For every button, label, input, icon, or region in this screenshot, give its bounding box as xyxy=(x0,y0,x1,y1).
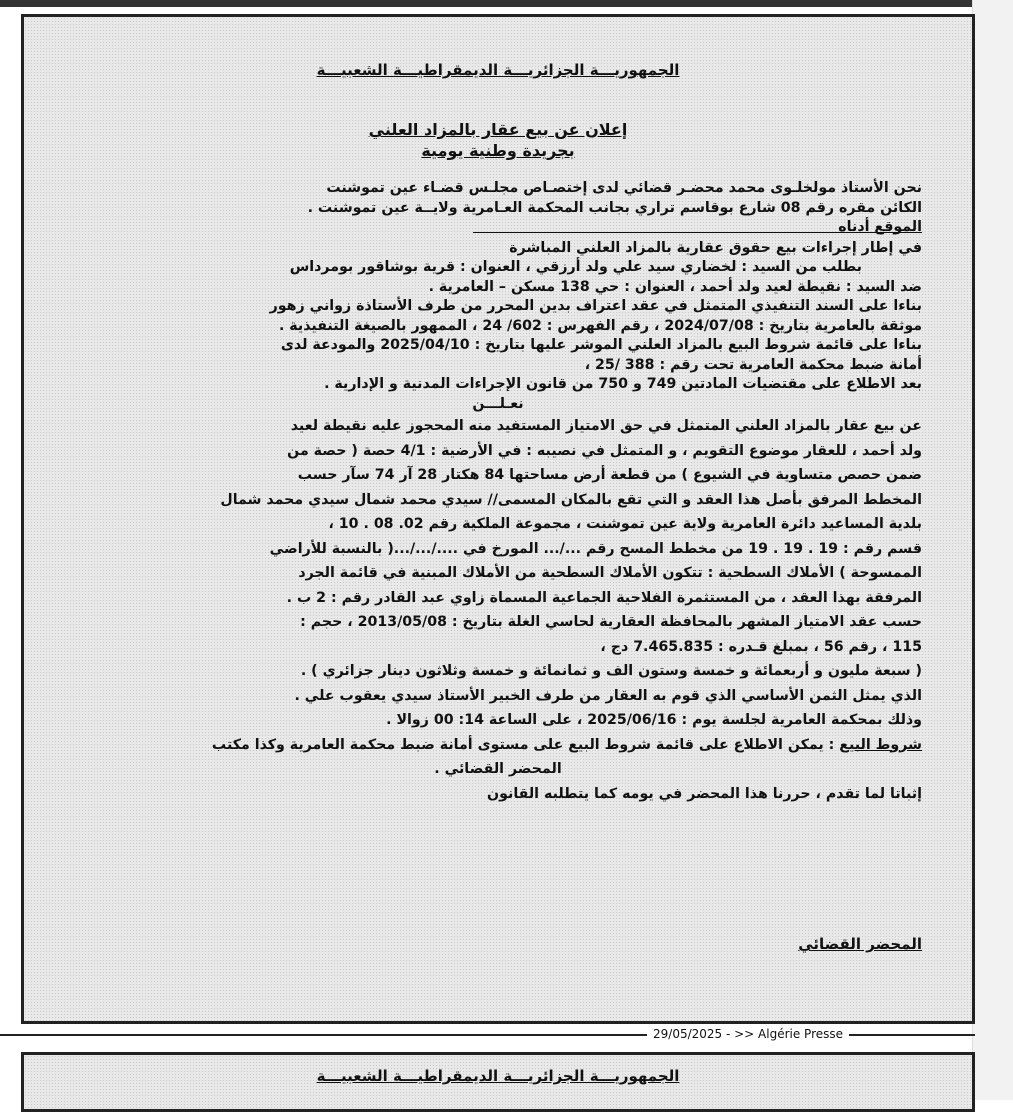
next-notice-header: الجمهوريـــة الجزائريـــة الديمقراطيـــة الشعبيـــة xyxy=(316,1067,680,1085)
notice-body xyxy=(74,179,922,806)
basis-line-4: أمانة ضبط محكمة العامرية تحت رقم : 388 /25 ، xyxy=(584,356,922,373)
sale-line-6: قسم رقم : 19 . 19 . 19 من مخطط المسح رقم .../... المورخ في ..../.../...( بالنسبة للأراضي xyxy=(269,540,922,557)
sale-line-11: ( سبعة مليون و أربعمائة و خمسة وستون الف و ثمانمائة و خمسة وثلاثون دينار جزائري ) . xyxy=(300,663,922,679)
auction-notice xyxy=(21,14,975,1024)
announce-heading: نعـلـــن xyxy=(472,395,524,412)
sale-line-7: الممسوحة ) الأملاك السطحية : تتكون الأملاك السطحية من الأملاك المبنية في قائمة الجرد xyxy=(298,565,922,581)
terms-line xyxy=(74,733,922,758)
sale-line-2: ولد أحمد ، للعقار موضوع التقويم ، و المتمثل في نصيبه : في الأرضية : 4/1 حصة ( حصة من xyxy=(287,442,922,459)
notice-subtitle: بجريدة وطنية يومية xyxy=(421,141,575,160)
adjacent-page-edge xyxy=(972,0,1013,1100)
plaintiff-line: بطلب من السيد : لخضاري سيد علي ولد أرزقي ، العنوان : قرية بوشاقور بومرداس xyxy=(289,259,862,275)
basis-line-1: بناءا على السند التنفيذي المتمثل في عقد اعتراف بدين المحرر من طرف الأستاذة زواني زهور xyxy=(269,298,922,314)
sale-line-1: عن بيع عقار بالمزاد العلني المتمثل في حق الامتياز المستفيد منه المحجوز عليه نقيطة لعيد xyxy=(290,418,922,434)
notice-title: إعلان عن بيع عقار بالمزاد العلني xyxy=(368,120,628,139)
intro-line-1: نحن الأستاذ مولخلـوى محمد محضـر قضائي لدى إختصـاص مجلـس قضـاء عين تموشنت xyxy=(326,180,922,196)
sale-line-8: المرفقة بهذا العقد ، من المستثمرة الفلاحية الجماعية المسماة زاوي عبد القادر رقم : 2 ب . xyxy=(286,589,922,606)
republic-header: الجمهوريـــة الجزائريـــة الديمقراطيـــة الشعبيـــة xyxy=(316,61,680,79)
sale-line-10: 115 ، رقم 56 ، بمبلغ قـدره : 7.465.835 دج ، xyxy=(600,638,922,655)
signature-label: المحضر القضائي xyxy=(798,935,922,953)
intro-line-2: الكائن مقره رقم 08 شارع بوقاسم تراري بجانب المحكمة العـامرية ولايــة عين تموشنت . xyxy=(307,199,922,216)
terms-text: : يمكن الاطلاع على قائمة شروط البيع على مستوى أمانة ضبط محكمة العامرية وكذا مكتب xyxy=(211,736,840,753)
terms-line-2: المحضر القضائي . xyxy=(434,761,562,777)
sale-line-9: حسب عقد الامتياز المشهر بالمحافظة العقارية لحاسي الغلة بتاريخ : 2013/05/08 ، حجم : xyxy=(300,614,922,630)
procedure-line: في إطار إجراءات بيع حقوق عقارية بالمزاد العلني المباشرة xyxy=(509,239,922,256)
sale-line-3: ضمن حصص متساوية في الشيوع ) من قطعة أرض مساحتها 84 هكتار 28 آر 74 سآر حسب xyxy=(297,467,922,483)
basis-line-2: موثقة بالعامرية بتاريخ : 2024/07/08 ، رقم الفهرس : 602/ 24 ، الممهور بالصيغة التنفيذية . xyxy=(278,317,922,334)
footer-source: 29/05/2025 - >> Algérie Presse xyxy=(647,1027,849,1041)
sale-line-4: المخطط المرفق بأصل هذا العقد و التي تقع بالمكان المسمى// سيدي محمد شمال سيدي محمد شمال xyxy=(220,491,922,508)
defendant-line: ضد السيد : نقيطة لعيد ولد أحمد ، العنوان : حي 138 مسكن – العامرية . xyxy=(428,278,922,295)
intro-line-3: الموقع أدناه xyxy=(838,219,922,235)
basis-line-3: بناءا على قائمة شروط البيع بالمزاد العلني الموشر عليها بتاريخ : 2025/04/10 والمودعة لدى xyxy=(280,337,922,353)
terms-label: شروط البيع xyxy=(839,736,922,753)
closing-line: إثباتا لما تقدم ، حررنا هذا المحضر في يومه كما يتطلبه القانون xyxy=(486,785,922,802)
sale-line-12: الذي يمثل الثمن الأساسي الذي قوم به العقار من طرف الخبير الأستاذ سيدي يعقوب علي . xyxy=(294,687,922,704)
basis-line-5: بعد الاطلاع على مقتضيات المادتين 749 و 750 من قانون الإجراءات المدنية و الإدارية . xyxy=(324,376,922,392)
next-notice xyxy=(21,1052,975,1112)
page-top-rule xyxy=(0,0,1013,7)
sale-line-5: بلدية المساعيد دائرة العامرية ولاية عين تموشنت ، مجموعة الملكية رقم 02. 08 . 10 ، xyxy=(328,516,922,532)
sale-line-13: وذلك بمحكمة العامرية لجلسة يوم : 2025/06/16 ، على الساعة 14: 00 زوالا . xyxy=(386,712,922,728)
